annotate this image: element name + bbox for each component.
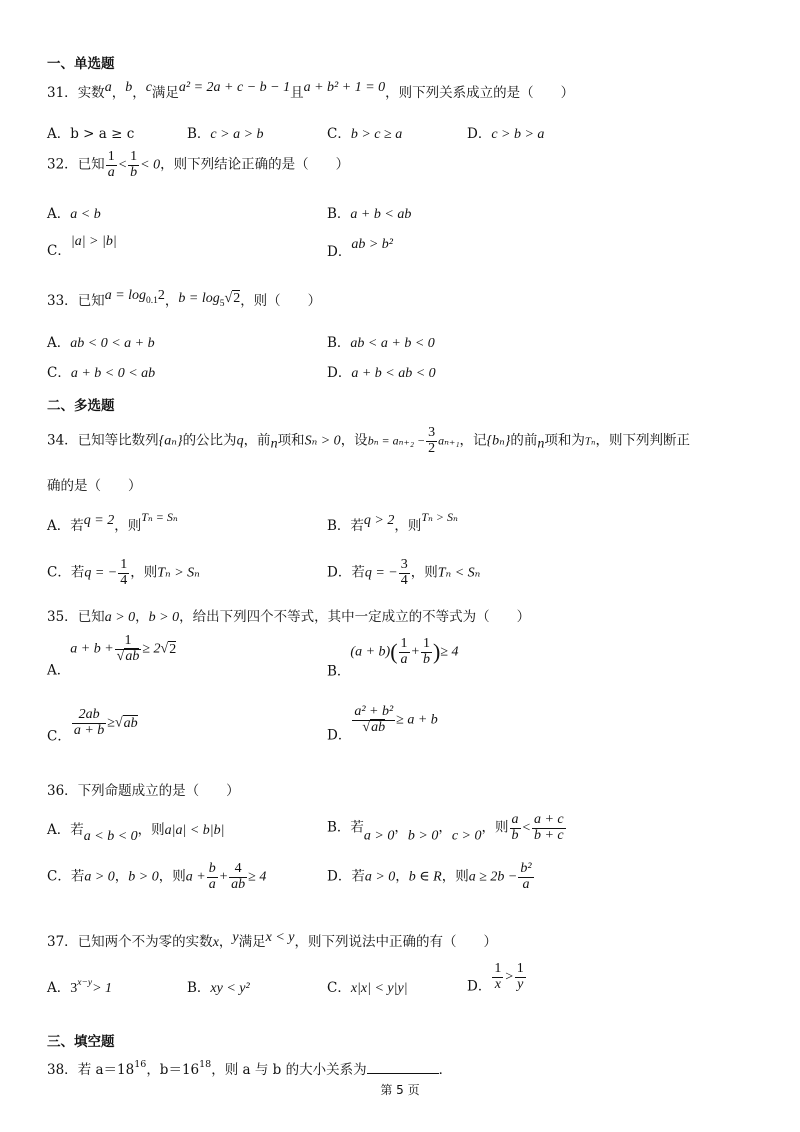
math-seq: {aₙ} (158, 433, 183, 449)
section-heading-single: 一、单选题 (47, 56, 115, 72)
math-var: n (537, 436, 545, 452)
option-text: ab < a + b < 0 (350, 336, 435, 351)
option-a[interactable] (47, 122, 134, 142)
option-text: a < b (70, 207, 101, 222)
stem-text: 的公比为 (182, 432, 237, 449)
math-condition: a > 0 (364, 869, 396, 885)
option-label: D． (327, 564, 352, 581)
option-text: ， (395, 868, 409, 885)
option-c[interactable] (47, 558, 200, 588)
fraction: $\frac{1}{4}$ (120, 557, 128, 588)
math-condition: b > 0 (148, 610, 180, 625)
option-label: A． (47, 335, 71, 351)
option-d[interactable] (327, 361, 436, 382)
question-number: 32． (47, 156, 78, 173)
math-condition: c > 0 (451, 828, 482, 844)
math-expr: ≥ 2 (142, 641, 161, 657)
option-text: ，则 (137, 822, 165, 838)
option-text: c > a > b (210, 127, 264, 142)
fraction: $\frac{4}{ab}$ (231, 861, 246, 892)
fraction: $\frac{3}{2}$ (428, 425, 436, 456)
option-label: C． (47, 868, 71, 885)
fraction: $\frac{1}{y}$ (516, 961, 524, 992)
question-number: 37． (47, 934, 78, 950)
option-label: D． (467, 126, 492, 142)
option-label: B． (327, 206, 351, 222)
option-text: ，则 (114, 518, 142, 534)
option-text: a + b < ab < 0 (351, 366, 436, 381)
option-b[interactable] (327, 813, 567, 845)
option-d[interactable] (327, 558, 480, 588)
option-c[interactable] (47, 233, 117, 259)
option-text: ， (114, 868, 129, 885)
option-label: C． (47, 243, 71, 259)
option-text: |a| > |b| (70, 234, 117, 249)
option-text: x|x| < y|y| (350, 981, 408, 996)
option-c[interactable] (47, 361, 155, 382)
question-35-stem (47, 605, 530, 626)
option-label: C． (327, 126, 351, 142)
option-text: b > c ≥ a (350, 127, 403, 142)
option-d[interactable] (467, 962, 527, 995)
option-text: 若 (351, 564, 365, 581)
stem-text: ，则下列结论正确的是（ ） (160, 156, 350, 173)
option-text: a + b < ab (350, 207, 412, 222)
math-log-b: $b = \log_5√2$ (178, 291, 241, 309)
fraction: $\frac{1}{x}$ (494, 961, 502, 992)
option-b[interactable] (327, 331, 435, 352)
option-label: D． (327, 365, 352, 381)
stem-text: ，则下列关系成立的是（ ） (385, 85, 575, 101)
question-34-stem (47, 426, 690, 456)
option-c[interactable] (327, 976, 408, 997)
option-label: A． (47, 822, 71, 838)
fraction: $\frac{1}{a}$ (400, 636, 408, 667)
math-condition: a < b < 0 (83, 829, 138, 844)
stem-text: 项和 (277, 432, 305, 449)
math-condition: x < y (265, 930, 295, 945)
question-number: 36． (47, 783, 78, 799)
stem-text: 项和为 (544, 432, 585, 449)
option-d[interactable] (467, 122, 544, 143)
question-31-stem (47, 80, 574, 101)
option-text: 若 (70, 564, 85, 581)
math-condition: a > 0 (104, 610, 136, 625)
option-label: D． (467, 978, 492, 995)
option-text: ，则 (130, 564, 158, 581)
math-var: Tₙ (584, 435, 596, 448)
math-condition: b > 0 (407, 828, 439, 844)
stem-text: 已知等比数列 (77, 432, 159, 449)
section-heading-fill: 三、填空题 (47, 1034, 115, 1050)
math-exponent: 18 (199, 1059, 212, 1070)
option-text: ，则 (481, 819, 509, 836)
math-op: + (410, 644, 420, 660)
section-heading-multi: 二、多选题 (47, 398, 115, 414)
option-a[interactable] (47, 510, 178, 534)
math-expr: bₙ = aₙ₊₂ − (367, 433, 426, 448)
math-exponent: x−y (77, 978, 93, 988)
math-condition: b ∈ R (408, 869, 442, 885)
math-radicand: ab (123, 715, 138, 731)
stem-text: ，则（ ） (240, 293, 322, 309)
stem-text: ，则下列判断正 (595, 432, 690, 449)
option-text: 若 (70, 822, 84, 838)
stem-text: ，b＝16 (146, 1062, 200, 1078)
option-c[interactable] (327, 122, 402, 143)
option-a[interactable] (47, 818, 225, 845)
math-base: 3 (70, 981, 78, 996)
math-condition: b > 0 (128, 869, 159, 885)
question-number: 35． (47, 609, 78, 625)
fraction: $\frac{1}{b}$ (422, 636, 430, 667)
option-text: b > a ≥ c (70, 126, 135, 142)
math-expr: (a + b) (350, 644, 391, 660)
math-op: < (521, 820, 531, 836)
math-expr: a + (185, 869, 206, 885)
stem-text: ，给出下列四个不等式，其中一定成立的不等式为（ ） (179, 609, 531, 625)
option-text: ， (394, 819, 408, 836)
option-text: 若 (70, 518, 84, 534)
math-radicand: 2 (169, 641, 177, 657)
option-b[interactable] (327, 202, 411, 223)
option-c[interactable] (47, 862, 266, 892)
option-text: 若 (70, 868, 85, 885)
fraction: $\frac{1}{√ab}$ (116, 633, 140, 664)
page-number: 第 5 页 (380, 1083, 420, 1097)
option-d[interactable] (327, 705, 438, 744)
option-a[interactable] (47, 976, 112, 997)
option-text: 若 (351, 868, 365, 885)
option-text: ，则 (394, 518, 422, 534)
option-label: A． (47, 662, 71, 679)
stem-text: 实数 (77, 85, 105, 101)
option-c[interactable]: C． $\frac{2ab}{a + b}$ ≥√ab (47, 707, 138, 745)
option-text: ，则 (158, 868, 186, 885)
option-label: C． (47, 365, 71, 381)
question-36-stem (47, 779, 240, 799)
question-33-stem (47, 288, 321, 309)
stem-text: 已知两个不为零的实数 (77, 934, 213, 950)
math-result: Tₙ < Sₙ (437, 565, 481, 581)
math-log-a: $a = \log_{0.1}2$ (104, 288, 165, 306)
fraction: $\frac{1}{a}$ (107, 149, 115, 180)
stem-text: ，前 (243, 432, 271, 449)
question-34-stem-line2: 确的是（ ） (47, 478, 142, 494)
math-condition: q = 2 (83, 513, 115, 528)
option-label: B． (327, 663, 351, 680)
math-op: + (218, 869, 229, 885)
option-text: ，则 (441, 868, 469, 885)
fraction: $\frac{b}{a}$ (208, 861, 216, 892)
option-text: 若 (350, 819, 364, 836)
option-label: C． (47, 564, 71, 581)
option-b[interactable]: B．(a + b)( $\frac{1}{a}$ + $\frac{1}{b}$ )≥ 4 (327, 636, 459, 680)
option-label: B． (327, 518, 351, 534)
option-a[interactable] (47, 331, 155, 352)
question-37-stem (47, 930, 497, 951)
option-label: B． (327, 335, 351, 351)
question-32-stem (47, 150, 349, 180)
question-38-stem (47, 1058, 452, 1078)
option-a[interactable] (47, 202, 101, 223)
fraction: $\frac{\text{a² + b²}}{√ab}$ (354, 704, 394, 735)
stem-text: ，则 a 与 b 的大小关系为 (211, 1062, 367, 1078)
math-var: n (270, 436, 278, 452)
option-d[interactable] (327, 236, 393, 260)
stem-text: 且 (290, 85, 304, 101)
option-label: D． (327, 727, 352, 744)
math-condition: q = − (364, 565, 398, 581)
math-condition: q = − (84, 565, 118, 581)
option-label: A． (47, 518, 71, 534)
stem-text: ，则下列说法中正确的有（ ） (294, 934, 497, 950)
stem-text: ， (132, 85, 146, 101)
option-text: ab < 0 < a + b (70, 336, 155, 351)
option-text: ， (438, 819, 452, 836)
stem-text: ， (135, 609, 149, 625)
math-expr: a ≥ 2b − (468, 869, 518, 885)
math-expr: > 1 (92, 981, 113, 996)
option-a[interactable]: A．a + b + $\frac{1}{√ab}$ ≥ 2√2 (47, 633, 177, 679)
math-result: Tₙ > Sₙ (421, 510, 458, 524)
math-var: b (125, 80, 133, 95)
question-number: 31． (47, 85, 78, 101)
math-expr: ≥ 4 (440, 644, 459, 660)
math-var: q (236, 433, 244, 449)
stem-text: ． (438, 1062, 453, 1078)
math-text: < 0 (140, 157, 161, 173)
option-label: D． (327, 868, 352, 885)
math-result: Tₙ > Sₙ (157, 565, 200, 581)
stem-text: 已知 (77, 293, 105, 309)
math-expr: a + b + (70, 641, 114, 657)
math-var: c (145, 80, 152, 95)
math-condition: a > 0 (84, 869, 115, 885)
option-text: ab > b² (351, 237, 393, 252)
math-expr: ≥ a + b (396, 712, 438, 728)
fraction: $\frac{2ab}{a + b}$ (73, 707, 105, 738)
math-result: a|a| < b|b| (164, 823, 225, 838)
option-text: 若 (350, 518, 364, 534)
option-b[interactable] (187, 122, 264, 143)
stem-text: ， (218, 934, 233, 950)
math-condition: q > 2 (363, 513, 395, 528)
math-op: < (117, 157, 128, 173)
stem-text: 的前 (510, 432, 538, 449)
stem-text: 下列命题成立的是（ ） (77, 783, 240, 799)
math-op: > (504, 969, 514, 985)
fraction: $\frac{1}{b}$ (130, 149, 138, 180)
option-text: ，则 (410, 564, 438, 581)
option-label: A． (47, 980, 71, 996)
stem-text: 满足 (238, 934, 266, 950)
option-label: B． (187, 126, 211, 142)
question-number: 34． (47, 432, 78, 449)
stem-text: 已知 (77, 609, 105, 625)
math-condition: Sₙ > 0 (304, 433, 341, 449)
question-number: 38． (47, 1062, 78, 1078)
option-label: B． (327, 819, 351, 836)
stem-text: ， (164, 293, 179, 309)
fraction: $\frac{\text{b²}}{a}$ (520, 861, 532, 892)
option-label: A． (47, 126, 71, 142)
stem-text: ， (111, 85, 126, 101)
option-text: a + b < 0 < ab (70, 366, 156, 381)
option-b[interactable] (327, 510, 458, 534)
math-condition: a > 0 (363, 828, 395, 844)
option-label: B． (187, 980, 211, 996)
stem-text: ，设 (340, 432, 368, 449)
math-exponent: 16 (134, 1059, 147, 1070)
option-text: c > b > a (491, 127, 545, 142)
option-b[interactable] (187, 976, 250, 997)
option-label: A． (47, 206, 71, 222)
fraction: $\frac{a + c}{b + c}$ (533, 812, 564, 843)
stem-text: 若 a＝18 (77, 1062, 135, 1078)
option-text: xy < y² (210, 981, 250, 996)
fraction: $\frac{a}{b}$ (511, 812, 519, 843)
math-var: a (104, 80, 112, 95)
stem-text: ，记 (459, 432, 487, 449)
fraction: $\frac{3}{4}$ (400, 557, 408, 588)
math-expr: aₙ₊₁ (438, 433, 460, 448)
math-result: Tₙ = Sₙ (141, 510, 178, 524)
math-op: ≥ (107, 715, 115, 731)
question-number: 33． (47, 293, 78, 309)
math-condition: a² = 2a + c − b − 1 (178, 80, 291, 95)
option-d[interactable] (327, 862, 535, 892)
answer-blank[interactable] (367, 1061, 439, 1074)
option-label: D． (327, 244, 352, 260)
math-var: y (232, 930, 239, 945)
option-label: C． (47, 728, 71, 745)
math-var: x (212, 935, 219, 950)
math-seq: {bₙ} (486, 433, 511, 449)
math-expr: ≥ 4 (248, 869, 267, 885)
math-condition: a + b² + 1 = 0 (303, 80, 386, 95)
option-label: C． (327, 980, 351, 996)
stem-text: 已知 (77, 156, 105, 173)
stem-text: 满足 (151, 85, 179, 101)
